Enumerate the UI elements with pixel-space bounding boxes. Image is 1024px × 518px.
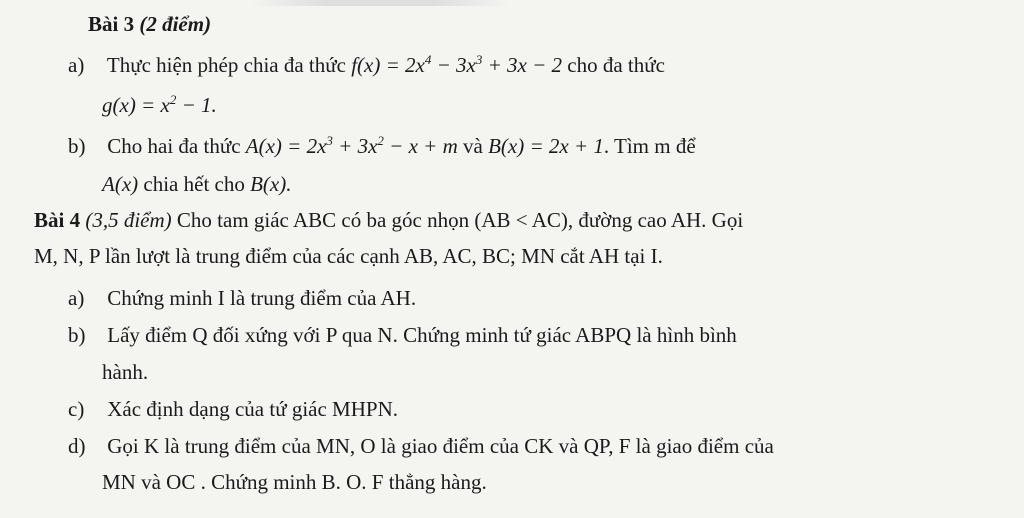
bai4-b-text1: Lấy điểm Q đối xứng với P qua N. Chứng minh tứ giác ABPQ là hình bình <box>107 323 737 347</box>
bai4-b-label: b) <box>68 323 86 347</box>
Bx-ref: B(x). <box>250 172 292 196</box>
bai4-points: (3,5 điểm) <box>85 208 172 232</box>
scan-edge <box>250 0 510 6</box>
bai3-b-label: b) <box>68 134 86 158</box>
bai3-b-text2: và <box>463 134 483 158</box>
bai3-b-text1: Cho hai đa thức <box>107 134 241 158</box>
bai3-a-text1: Thực hiện phép chia đa thức <box>106 53 346 77</box>
bai4-a <box>68 284 416 312</box>
bai4-c-label: c) <box>68 397 85 421</box>
bai4-intro-line1 <box>34 206 743 234</box>
bai3-b-text3: . Tìm m để <box>603 134 696 158</box>
bai4-b-line2 <box>102 358 148 386</box>
bai4-intro2: M, N, P lần lượt là trung điểm của các cạnh AB, AC, BC; MN cắt AH tại I. <box>34 244 663 268</box>
bai3-heading <box>88 10 211 38</box>
bai4-a-text: Chứng minh I là trung điểm của AH. <box>107 286 417 310</box>
bai4-title: Bài 4 <box>34 208 81 232</box>
bai3-a-label: a) <box>68 53 85 77</box>
bai3-title: Bài 3 <box>88 12 135 36</box>
bai4-intro1: Cho tam giác ABC có ba góc nhọn (AB < AC), đường cao AH. Gọi <box>176 208 744 232</box>
bai4-d-text1: Gọi K là trung điểm của MN, O là giao điểm của CK và QP, F là giao điểm của <box>107 434 774 458</box>
bai4-intro-line2 <box>34 242 663 270</box>
bai3-b-line1 <box>68 132 696 160</box>
bai4-d-line1 <box>68 432 774 460</box>
Ax-expression: $A(x) = 2x^3 + 3x^2 - x + m$ <box>245 133 458 158</box>
fx-expression: $f(x) = 2x^4 - 3x^3 + 3x - 2$ <box>351 52 563 77</box>
bai3-a-line1 <box>68 51 665 79</box>
bai3-b-line2-text: chia hết cho <box>143 172 245 196</box>
bai3-points: (2 điểm) <box>139 12 212 36</box>
bai4-d-text2: MN và OC . Chứng minh B. O. F thẳng hàng. <box>102 470 487 494</box>
bai3-b-line2 <box>102 170 291 198</box>
bai4-a-label: a) <box>68 286 85 310</box>
Ax-ref: A(x) <box>102 172 139 196</box>
bai3-a-line2 <box>102 91 217 119</box>
bai4-b-line1 <box>68 321 737 349</box>
gx-expression: $g(x) = x^2 - 1$. <box>102 92 217 117</box>
bai3-a-text2: cho đa thức <box>567 53 665 77</box>
bai4-d-label: d) <box>68 434 86 458</box>
bai4-c <box>68 395 398 423</box>
Bx-expression: B(x) = 2x + 1 <box>488 134 604 158</box>
bai4-d-line2 <box>102 468 487 496</box>
bai4-c-text: Xác định dạng của tứ giác MHPN. <box>107 397 398 421</box>
bai4-b-text2: hành. <box>102 360 149 384</box>
